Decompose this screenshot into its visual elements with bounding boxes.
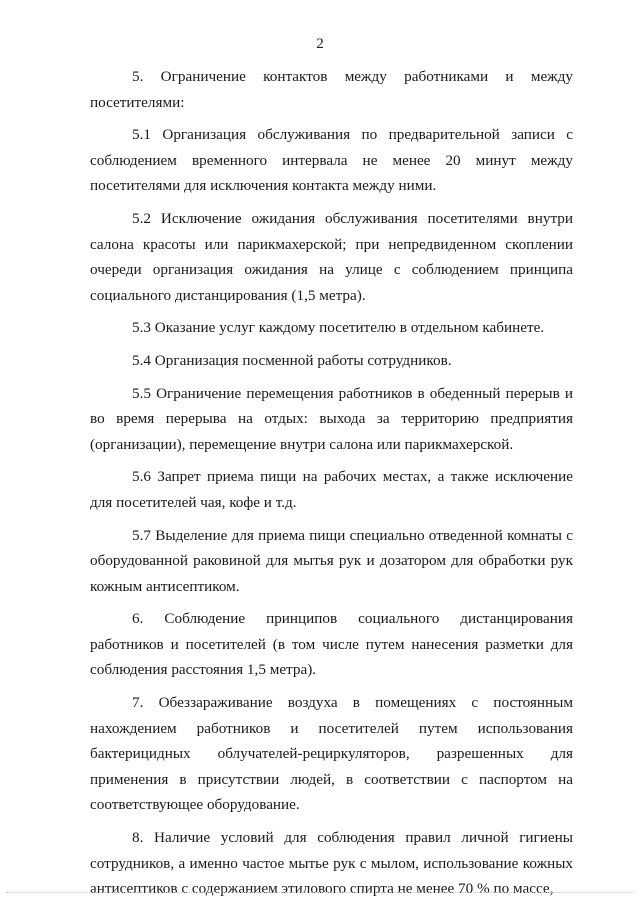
paragraph-7: 7. Обеззараживание воздуха в помещениях с постоянным нахождением работников и посетителей путем использования бактерицидных облучателей-рециркуляторов, разрешенных для применения в присутствии людей, в соответствии с паспортом на соответствующее оборудование.	[90, 694, 573, 814]
document-body	[90, 64, 573, 909]
paragraph-5: 5. Ограничение контактов между работниками и между посетителями:	[90, 68, 573, 111]
paragraph-5-7: 5.7 Выделение для приема пищи специально отведенной комнаты с оборудованной раковиной для мытья рук и дозатором для обработки рук кожным антисептиком.	[90, 526, 573, 595]
paragraph-6: 6. Соблюдение принципов социального дистанцирования работников и посетителей (в том числе путем нанесения разметки для соблюдения расстояния 1,5 метра).	[90, 610, 573, 679]
paragraph-5-3: 5.3 Оказание услуг каждому посетителю в отдельном кабинете.	[132, 319, 545, 337]
paragraph-5-6: 5.6 Запрет приема пищи на рабочих местах, а также исключение для посетителей чая, кофе и т.д.	[90, 468, 573, 511]
paragraph-5-1: 5.1 Организация обслуживания по предварительной записи с соблюдением временного интервала не менее 20 минут между посетителями для исключения контакта между ними.	[90, 126, 573, 195]
paragraph-5-4: 5.4 Организация посменной работы сотрудников.	[132, 351, 452, 369]
scan-bottom-edge	[6, 892, 634, 893]
paragraph-5-5: 5.5 Ограничение перемещения работников в обеденный перерыв и во время перерыва на отдых: выхода за территорию предприятия (организации), перемещение внутри салона или парикмахерской.	[90, 384, 573, 453]
paragraph-8: 8. Наличие условий для соблюдения правил личной гигиены сотрудников, а именно частое мытье рук с мылом, использование кожных антисептиков с содержанием этилового спирта не менее 70 % по массе,	[90, 829, 573, 898]
page-number: 2	[316, 36, 324, 52]
paragraph-5-2: 5.2 Исключение ожидания обслуживания посетителями внутри салона красоты или парикмахерской; при непредвиденном скоплении очереди организация ожидания на улице с соблюдением принципа социального дистанцирования (1,5 метра).	[90, 209, 573, 304]
